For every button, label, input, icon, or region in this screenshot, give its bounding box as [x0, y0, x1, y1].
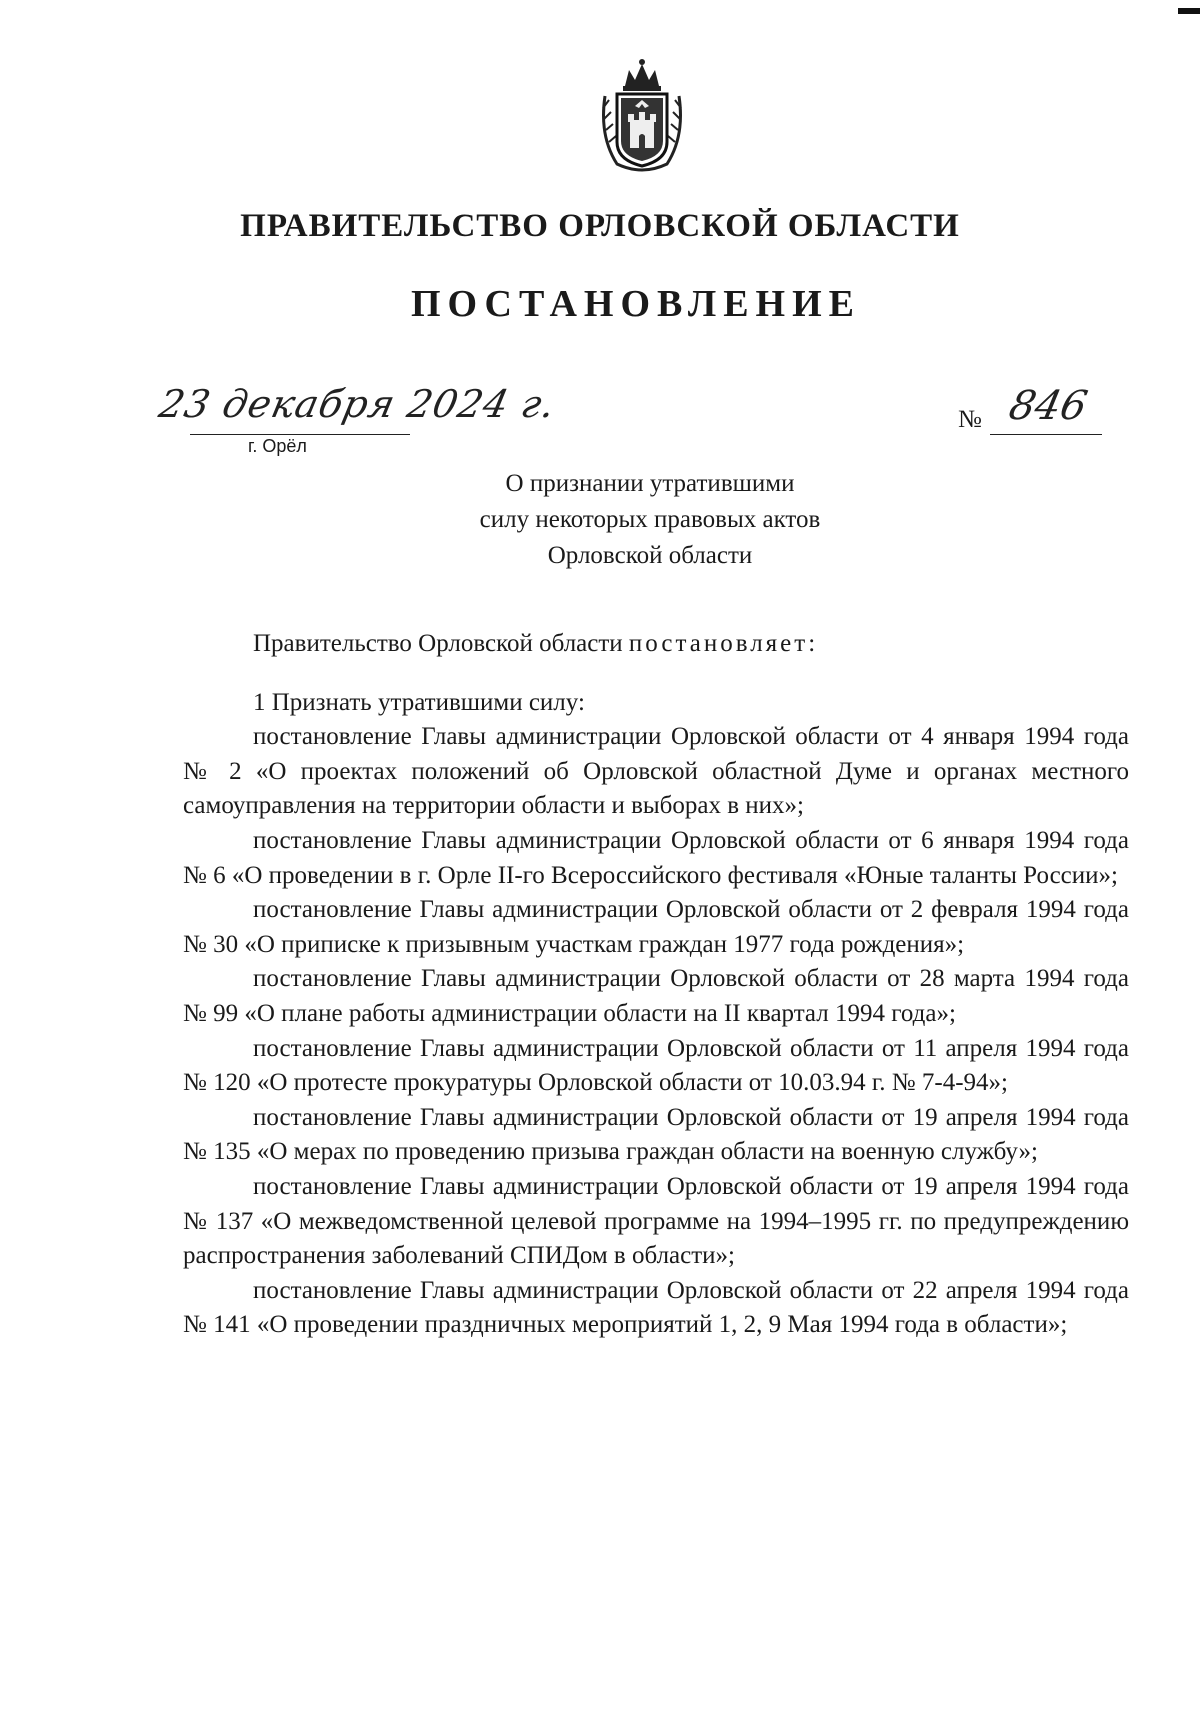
repealed-act-paragraph: постановление Главы администрации Орловской области от 19 апреля 1994 года № 135 «О мерах по проведению призыва граждан области на военную службу»;: [183, 1103, 1129, 1166]
repealed-act-paragraph: постановление Главы администрации Орловской области от 6 января 1994 года № 6 «О проведении в г. Орле II-го Всероссийского фестиваля «Юные таланты России»;: [183, 826, 1129, 889]
scan-mark: [1178, 8, 1200, 14]
repealed-act-paragraph: постановление Главы администрации Орловской области от 22 апреля 1994 года № 141 «О проведении праздничных мероприятий 1, 2, 9 Мая 1994 года в области»;: [183, 1276, 1129, 1339]
subject-line: Орловской области: [547, 542, 753, 569]
number-underline: [990, 434, 1102, 435]
handwritten-number: 846: [1005, 383, 1092, 429]
number-sign: №: [958, 406, 982, 433]
coat-of-arms-emblem: [595, 56, 689, 174]
subject-line: О признании утратившими: [505, 470, 795, 497]
document-type: ПОСТАНОВЛЕНИЕ: [410, 283, 862, 325]
date-underline: [190, 434, 410, 435]
government-name: ПРАВИТЕЛЬСТВО ОРЛОВСКОЙ ОБЛАСТИ: [240, 208, 960, 244]
repealed-act-paragraph: постановление Главы администрации Орловской области от 19 апреля 1994 года № 137 «О межведомственной целевой программе на 1994–1995 гг. по предупреждению распространения заболеваний СПИДом в области»;: [183, 1172, 1129, 1270]
intro-decree-word: постановляет:: [628, 630, 819, 657]
handwritten-date: 23 декабря 2024 г.: [155, 382, 560, 426]
document-subject: [0, 466, 1200, 574]
item-1-title: 1 Признать утратившими силу:: [253, 688, 585, 716]
repealed-act-paragraph: постановление Главы администрации Орловской области от 2 февраля 1994 года № 30 «О приписке к призывным участкам граждан 1977 года рождения»;: [183, 896, 1129, 958]
repealed-act-paragraph: постановление Главы администрации Орловской области от 11 апреля 1994 года № 120 «О протесте прокуратуры Орловской области от 10.03.94 г. № 7-4-94»;: [183, 1034, 1129, 1097]
repealed-act-paragraph: постановление Главы администрации Орловской области от 28 марта 1994 года № 99 «О плане работы администрации области на II квартал 1994 года»;: [183, 965, 1129, 1027]
resolution-intro: [183, 627, 1129, 662]
subject-line: силу некоторых правовых актов: [479, 506, 821, 533]
intro-text: Правительство Орловской области: [253, 630, 629, 657]
document-body: [183, 627, 1129, 1343]
city-label: г. Орёл: [248, 436, 307, 456]
repealed-act-paragraph: постановление Главы администрации Орловской области от 4 января 1994 года № 2 «О проектах положений об Орловской областной Думе и органах местного самоуправления на территории области и выборах в них»;: [183, 723, 1129, 820]
